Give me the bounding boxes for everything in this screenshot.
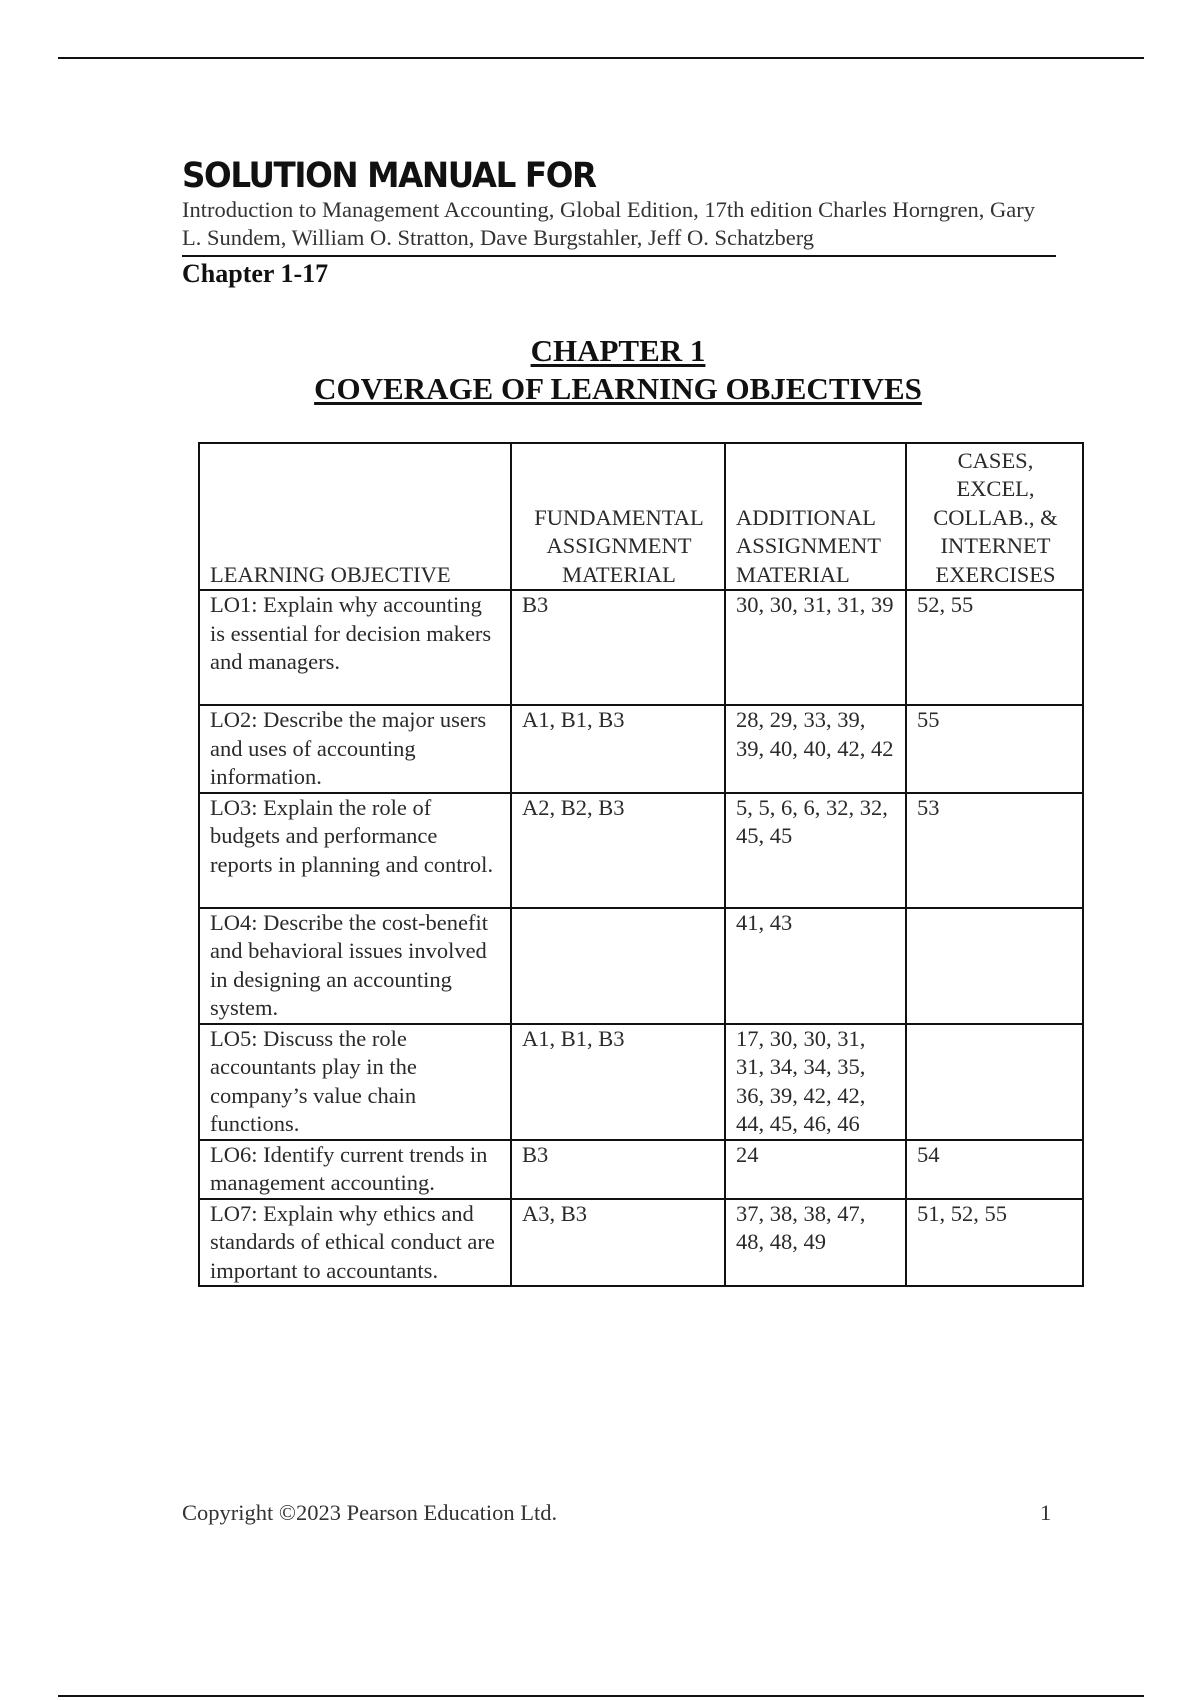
cell-objective: LO1: Explain why accounting is essential for decision makers and managers. bbox=[199, 590, 511, 705]
column-header-learning-objective bbox=[199, 443, 511, 590]
column-header-line: LEARNING OBJECTIVE bbox=[210, 561, 451, 587]
top-rule bbox=[58, 57, 1144, 59]
chapter-heading: CHAPTER 1 bbox=[530, 333, 706, 368]
solution-manual-title: SOLUTION MANUAL FOR bbox=[182, 156, 596, 196]
cell-objective: LO7: Explain why ethics and standards of ethical conduct are important to accountants. bbox=[199, 1199, 511, 1287]
column-header-line: COLLAB., & bbox=[933, 504, 1058, 530]
column-header-line: EXERCISES bbox=[935, 561, 1056, 587]
table-row bbox=[199, 1199, 1083, 1287]
chapter-range: Chapter 1-17 bbox=[182, 259, 329, 288]
table-row bbox=[199, 1024, 1083, 1140]
cell-cases: 55 bbox=[906, 705, 1083, 793]
cell-objective: LO5: Discuss the role accountants play in the company’s value chain functions. bbox=[199, 1024, 511, 1140]
column-header-line: MATERIAL bbox=[562, 561, 676, 587]
table-row bbox=[199, 793, 1083, 908]
column-header-cases bbox=[906, 443, 1083, 590]
cell-cases: 53 bbox=[906, 793, 1083, 908]
table-row bbox=[199, 590, 1083, 705]
column-header-line: EXCEL, bbox=[956, 476, 1035, 501]
cell-fundamental: B3 bbox=[511, 1140, 725, 1199]
cell-fundamental bbox=[511, 908, 725, 1024]
cell-additional: 28, 29, 33, 39, 39, 40, 40, 42, 42 bbox=[725, 705, 906, 793]
column-header-line: CASES, bbox=[957, 447, 1034, 473]
cell-cases: 51, 52, 55 bbox=[906, 1199, 1083, 1287]
cell-additional: 5, 5, 6, 6, 32, 32, 45, 45 bbox=[725, 793, 906, 908]
column-header-fundamental bbox=[511, 443, 725, 590]
cell-cases bbox=[906, 908, 1083, 1024]
column-header-line: ADDITIONAL bbox=[736, 504, 876, 530]
column-header-line: INTERNET bbox=[940, 533, 1051, 558]
cell-additional: 41, 43 bbox=[725, 908, 906, 1024]
table-row bbox=[199, 1140, 1083, 1199]
header-block bbox=[182, 156, 1056, 291]
column-header-line: ASSIGNMENT bbox=[546, 533, 692, 558]
cell-cases: 52, 55 bbox=[906, 590, 1083, 705]
cell-additional: 30, 30, 31, 31, 39 bbox=[725, 590, 906, 705]
cell-objective: LO4: Describe the cost-benefit and behavioral issues involved in designing an accounting system. bbox=[199, 908, 511, 1024]
table-row bbox=[199, 705, 1083, 793]
column-header-line: FUNDAMENTAL bbox=[534, 504, 704, 530]
cell-objective: LO6: Identify current trends in management accounting. bbox=[199, 1140, 511, 1199]
column-header-line: MATERIAL bbox=[736, 561, 850, 587]
cell-fundamental: A1, B1, B3 bbox=[511, 1024, 725, 1140]
cell-objective: LO2: Describe the major users and uses of accounting information. bbox=[199, 705, 511, 793]
cell-fundamental: A1, B1, B3 bbox=[511, 705, 725, 793]
cell-additional: 24 bbox=[725, 1140, 906, 1199]
coverage-heading: COVERAGE OF LEARNING OBJECTIVES bbox=[314, 371, 922, 406]
column-header-line: ASSIGNMENT bbox=[736, 533, 882, 558]
cell-additional: 17, 30, 30, 31, 31, 34, 34, 35, 36, 39, 42, 42, 44, 45, 46, 46 bbox=[725, 1024, 906, 1140]
cell-objective: LO3: Explain the role of budgets and performance reports in planning and control. bbox=[199, 793, 511, 908]
cell-cases bbox=[906, 1024, 1083, 1140]
cell-cases: 54 bbox=[906, 1140, 1083, 1199]
learning-objectives-table bbox=[198, 442, 1084, 1287]
book-subtitle: Introduction to Management Accounting, Global Edition, 17th edition Charles Horngren, Gary L. Sundem, William O. Stratton, Dave Burgstahler, Jeff O. Schatzberg bbox=[182, 196, 1056, 257]
cell-additional: 37, 38, 38, 47, 48, 48, 49 bbox=[725, 1199, 906, 1287]
table-row bbox=[199, 908, 1083, 1024]
page-number: 1 bbox=[1040, 1500, 1052, 1525]
cell-fundamental: A3, B3 bbox=[511, 1199, 725, 1287]
table-header-row bbox=[199, 443, 1083, 590]
cell-fundamental: A2, B2, B3 bbox=[511, 793, 725, 908]
copyright-notice: Copyright ©2023 Pearson Education Ltd. bbox=[182, 1500, 558, 1525]
cell-fundamental: B3 bbox=[511, 590, 725, 705]
column-header-additional bbox=[725, 443, 906, 590]
bottom-rule bbox=[58, 1695, 1144, 1697]
